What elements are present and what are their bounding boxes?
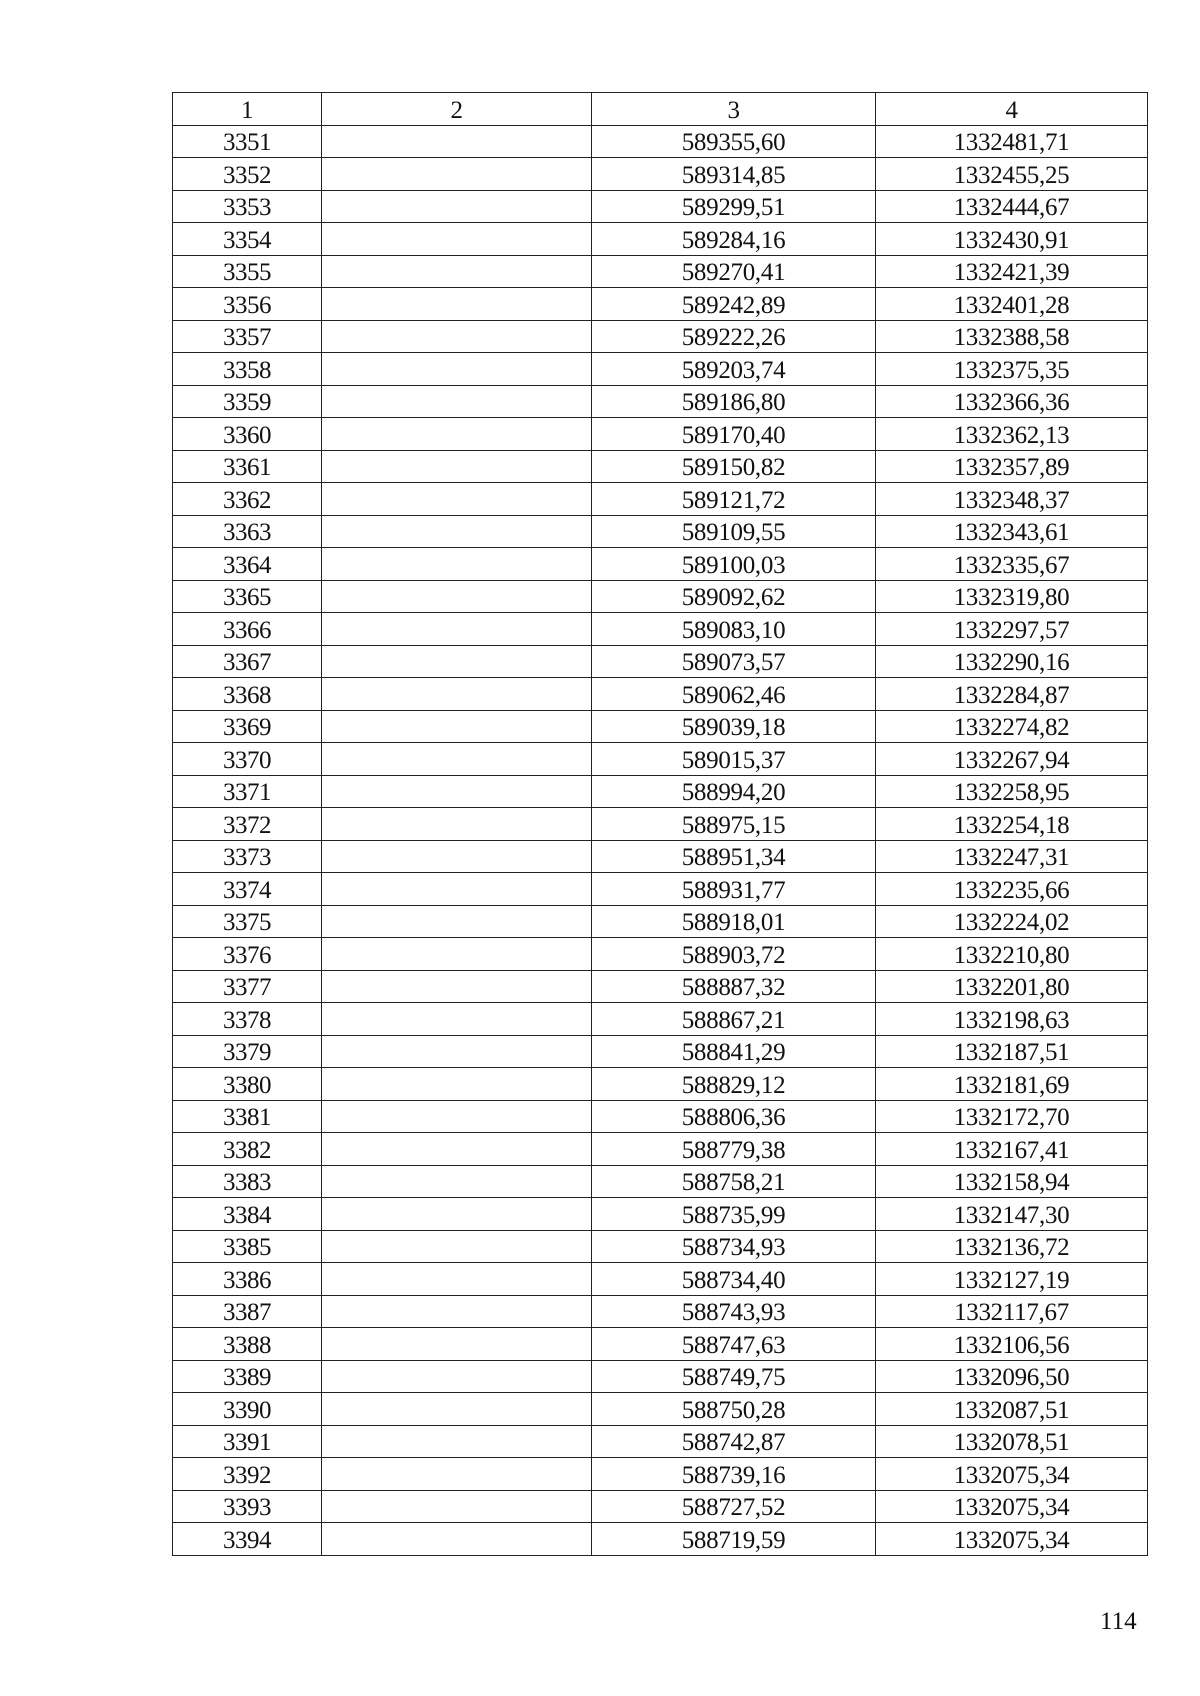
blank-cell	[322, 418, 592, 451]
y-coordinate-cell: 1332357,89	[876, 450, 1148, 483]
point-number-cell: 3394	[173, 1523, 322, 1556]
point-number-cell: 3378	[173, 1003, 322, 1036]
table-row	[173, 158, 1148, 191]
x-coordinate-cell: 589100,03	[592, 548, 876, 581]
point-number-cell: 3371	[173, 775, 322, 808]
table-row	[173, 450, 1148, 483]
y-coordinate-cell: 1332348,37	[876, 483, 1148, 516]
point-number-cell: 3373	[173, 840, 322, 873]
y-coordinate-cell: 1332290,16	[876, 645, 1148, 678]
table-row	[173, 1198, 1148, 1231]
table-row	[173, 775, 1148, 808]
blank-cell	[322, 450, 592, 483]
blank-cell	[322, 710, 592, 743]
y-coordinate-cell: 1332158,94	[876, 1165, 1148, 1198]
table-row	[173, 320, 1148, 353]
y-coordinate-cell: 1332136,72	[876, 1230, 1148, 1263]
table-row	[173, 418, 1148, 451]
blank-cell	[322, 125, 592, 158]
point-number-cell: 3382	[173, 1133, 322, 1166]
table-row	[173, 1263, 1148, 1296]
y-coordinate-cell: 1332430,91	[876, 223, 1148, 256]
table-row	[173, 873, 1148, 906]
y-coordinate-cell: 1332224,02	[876, 905, 1148, 938]
x-coordinate-cell: 588743,93	[592, 1295, 876, 1328]
y-coordinate-cell: 1332187,51	[876, 1035, 1148, 1068]
y-coordinate-cell: 1332096,50	[876, 1360, 1148, 1393]
blank-cell	[322, 1165, 592, 1198]
point-number-cell: 3353	[173, 190, 322, 223]
y-coordinate-cell: 1332267,94	[876, 743, 1148, 776]
table-row	[173, 288, 1148, 321]
blank-cell	[322, 515, 592, 548]
point-number-cell: 3361	[173, 450, 322, 483]
point-number-cell: 3393	[173, 1490, 322, 1523]
y-coordinate-cell: 1332362,13	[876, 418, 1148, 451]
point-number-cell: 3364	[173, 548, 322, 581]
x-coordinate-cell: 588747,63	[592, 1328, 876, 1361]
header-cell-4: 4	[876, 93, 1148, 126]
x-coordinate-cell: 589222,26	[592, 320, 876, 353]
table-row	[173, 385, 1148, 418]
point-number-cell: 3370	[173, 743, 322, 776]
point-number-cell: 3374	[173, 873, 322, 906]
y-coordinate-cell: 1332075,34	[876, 1523, 1148, 1556]
x-coordinate-cell: 589355,60	[592, 125, 876, 158]
x-coordinate-cell: 588779,38	[592, 1133, 876, 1166]
x-coordinate-cell: 589203,74	[592, 353, 876, 386]
blank-cell	[322, 255, 592, 288]
table-row	[173, 840, 1148, 873]
blank-cell	[322, 938, 592, 971]
table-row	[173, 1425, 1148, 1458]
point-number-cell: 3383	[173, 1165, 322, 1198]
y-coordinate-cell: 1332274,82	[876, 710, 1148, 743]
y-coordinate-cell: 1332297,57	[876, 613, 1148, 646]
table-row	[173, 1360, 1148, 1393]
x-coordinate-cell: 589073,57	[592, 645, 876, 678]
blank-cell	[322, 1328, 592, 1361]
point-number-cell: 3369	[173, 710, 322, 743]
blank-cell	[322, 840, 592, 873]
table-row	[173, 1490, 1148, 1523]
y-coordinate-cell: 1332319,80	[876, 580, 1148, 613]
y-coordinate-cell: 1332421,39	[876, 255, 1148, 288]
blank-cell	[322, 1003, 592, 1036]
table-row	[173, 1295, 1148, 1328]
x-coordinate-cell: 588734,93	[592, 1230, 876, 1263]
y-coordinate-cell: 1332388,58	[876, 320, 1148, 353]
y-coordinate-cell: 1332335,67	[876, 548, 1148, 581]
y-coordinate-cell: 1332201,80	[876, 970, 1148, 1003]
y-coordinate-cell: 1332181,69	[876, 1068, 1148, 1101]
table-row	[173, 710, 1148, 743]
table-row	[173, 580, 1148, 613]
blank-cell	[322, 1068, 592, 1101]
blank-cell	[322, 320, 592, 353]
x-coordinate-cell: 589083,10	[592, 613, 876, 646]
point-number-cell: 3372	[173, 808, 322, 841]
table-row	[173, 808, 1148, 841]
y-coordinate-cell: 1332366,36	[876, 385, 1148, 418]
blank-cell	[322, 873, 592, 906]
table-row	[173, 190, 1148, 223]
y-coordinate-cell: 1332167,41	[876, 1133, 1148, 1166]
table-row	[173, 1100, 1148, 1133]
blank-cell	[322, 158, 592, 191]
blank-cell	[322, 1263, 592, 1296]
x-coordinate-cell: 588841,29	[592, 1035, 876, 1068]
point-number-cell: 3390	[173, 1393, 322, 1426]
point-number-cell: 3355	[173, 255, 322, 288]
x-coordinate-cell: 588918,01	[592, 905, 876, 938]
y-coordinate-cell: 1332075,34	[876, 1490, 1148, 1523]
table-row	[173, 645, 1148, 678]
point-number-cell: 3384	[173, 1198, 322, 1231]
point-number-cell: 3379	[173, 1035, 322, 1068]
blank-cell	[322, 1393, 592, 1426]
point-number-cell: 3380	[173, 1068, 322, 1101]
point-number-cell: 3387	[173, 1295, 322, 1328]
table-row	[173, 1003, 1148, 1036]
point-number-cell: 3352	[173, 158, 322, 191]
x-coordinate-cell: 588749,75	[592, 1360, 876, 1393]
point-number-cell: 3359	[173, 385, 322, 418]
blank-cell	[322, 613, 592, 646]
x-coordinate-cell: 589015,37	[592, 743, 876, 776]
x-coordinate-cell: 589186,80	[592, 385, 876, 418]
x-coordinate-cell: 589314,85	[592, 158, 876, 191]
blank-cell	[322, 548, 592, 581]
y-coordinate-cell: 1332455,25	[876, 158, 1148, 191]
point-number-cell: 3363	[173, 515, 322, 548]
x-coordinate-cell: 589062,46	[592, 678, 876, 711]
blank-cell	[322, 1458, 592, 1491]
point-number-cell: 3354	[173, 223, 322, 256]
table-row	[173, 548, 1148, 581]
header-cell-1: 1	[173, 93, 322, 126]
x-coordinate-cell: 588758,21	[592, 1165, 876, 1198]
header-cell-3: 3	[592, 93, 876, 126]
y-coordinate-cell: 1332147,30	[876, 1198, 1148, 1231]
table-row	[173, 743, 1148, 776]
table-row	[173, 483, 1148, 516]
x-coordinate-cell: 588903,72	[592, 938, 876, 971]
x-coordinate-cell: 589039,18	[592, 710, 876, 743]
point-number-cell: 3376	[173, 938, 322, 971]
blank-cell	[322, 1198, 592, 1231]
point-number-cell: 3381	[173, 1100, 322, 1133]
point-number-cell: 3391	[173, 1425, 322, 1458]
y-coordinate-cell: 1332247,31	[876, 840, 1148, 873]
x-coordinate-cell: 588742,87	[592, 1425, 876, 1458]
y-coordinate-cell: 1332172,70	[876, 1100, 1148, 1133]
blank-cell	[322, 743, 592, 776]
y-coordinate-cell: 1332254,18	[876, 808, 1148, 841]
y-coordinate-cell: 1332210,80	[876, 938, 1148, 971]
y-coordinate-cell: 1332075,34	[876, 1458, 1148, 1491]
y-coordinate-cell: 1332117,67	[876, 1295, 1148, 1328]
x-coordinate-cell: 589150,82	[592, 450, 876, 483]
table-row	[173, 1523, 1148, 1556]
table-row	[173, 1458, 1148, 1491]
blank-cell	[322, 385, 592, 418]
x-coordinate-cell: 588727,52	[592, 1490, 876, 1523]
table-row	[173, 970, 1148, 1003]
point-number-cell: 3365	[173, 580, 322, 613]
table-body	[173, 125, 1148, 1555]
table-row	[173, 1393, 1148, 1426]
x-coordinate-cell: 589299,51	[592, 190, 876, 223]
blank-cell	[322, 190, 592, 223]
table-row	[173, 1133, 1148, 1166]
point-number-cell: 3360	[173, 418, 322, 451]
x-coordinate-cell: 588887,32	[592, 970, 876, 1003]
x-coordinate-cell: 588719,59	[592, 1523, 876, 1556]
point-number-cell: 3375	[173, 905, 322, 938]
blank-cell	[322, 223, 592, 256]
x-coordinate-cell: 588951,34	[592, 840, 876, 873]
table-row	[173, 515, 1148, 548]
point-number-cell: 3367	[173, 645, 322, 678]
point-number-cell: 3388	[173, 1328, 322, 1361]
blank-cell	[322, 808, 592, 841]
blank-cell	[322, 1523, 592, 1556]
point-number-cell: 3358	[173, 353, 322, 386]
x-coordinate-cell: 589242,89	[592, 288, 876, 321]
blank-cell	[322, 580, 592, 613]
y-coordinate-cell: 1332198,63	[876, 1003, 1148, 1036]
table-row	[173, 223, 1148, 256]
blank-cell	[322, 678, 592, 711]
x-coordinate-cell: 588994,20	[592, 775, 876, 808]
x-coordinate-cell: 588931,77	[592, 873, 876, 906]
header-cell-2: 2	[322, 93, 592, 126]
x-coordinate-cell: 589109,55	[592, 515, 876, 548]
blank-cell	[322, 1133, 592, 1166]
blank-cell	[322, 353, 592, 386]
x-coordinate-cell: 589284,16	[592, 223, 876, 256]
point-number-cell: 3351	[173, 125, 322, 158]
blank-cell	[322, 1360, 592, 1393]
x-coordinate-cell: 588750,28	[592, 1393, 876, 1426]
point-number-cell: 3386	[173, 1263, 322, 1296]
point-number-cell: 3368	[173, 678, 322, 711]
blank-cell	[322, 1035, 592, 1068]
point-number-cell: 3377	[173, 970, 322, 1003]
y-coordinate-cell: 1332401,28	[876, 288, 1148, 321]
y-coordinate-cell: 1332258,95	[876, 775, 1148, 808]
blank-cell	[322, 645, 592, 678]
coordinates-table	[172, 92, 1148, 1556]
x-coordinate-cell: 588867,21	[592, 1003, 876, 1036]
x-coordinate-cell: 588806,36	[592, 1100, 876, 1133]
header-row	[173, 93, 1148, 126]
table-row	[173, 1035, 1148, 1068]
x-coordinate-cell: 589121,72	[592, 483, 876, 516]
blank-cell	[322, 1490, 592, 1523]
table-row	[173, 353, 1148, 386]
blank-cell	[322, 288, 592, 321]
point-number-cell: 3356	[173, 288, 322, 321]
table-row	[173, 613, 1148, 646]
blank-cell	[322, 970, 592, 1003]
blank-cell	[322, 483, 592, 516]
point-number-cell: 3362	[173, 483, 322, 516]
blank-cell	[322, 1230, 592, 1263]
y-coordinate-cell: 1332087,51	[876, 1393, 1148, 1426]
point-number-cell: 3385	[173, 1230, 322, 1263]
point-number-cell: 3392	[173, 1458, 322, 1491]
y-coordinate-cell: 1332235,66	[876, 873, 1148, 906]
table-row	[173, 678, 1148, 711]
table-row	[173, 938, 1148, 971]
x-coordinate-cell: 588829,12	[592, 1068, 876, 1101]
point-number-cell: 3366	[173, 613, 322, 646]
y-coordinate-cell: 1332078,51	[876, 1425, 1148, 1458]
x-coordinate-cell: 589092,62	[592, 580, 876, 613]
y-coordinate-cell: 1332106,56	[876, 1328, 1148, 1361]
table-row	[173, 255, 1148, 288]
y-coordinate-cell: 1332127,19	[876, 1263, 1148, 1296]
y-coordinate-cell: 1332481,71	[876, 125, 1148, 158]
point-number-cell: 3389	[173, 1360, 322, 1393]
blank-cell	[322, 1295, 592, 1328]
table-row	[173, 1328, 1148, 1361]
blank-cell	[322, 1425, 592, 1458]
table-row	[173, 1230, 1148, 1263]
table-header	[173, 93, 1148, 126]
y-coordinate-cell: 1332375,35	[876, 353, 1148, 386]
blank-cell	[322, 775, 592, 808]
x-coordinate-cell: 588734,40	[592, 1263, 876, 1296]
table-row	[173, 1068, 1148, 1101]
table-row	[173, 905, 1148, 938]
table-row	[173, 125, 1148, 158]
page-number: 114	[1100, 1608, 1137, 1635]
blank-cell	[322, 1100, 592, 1133]
y-coordinate-cell: 1332444,67	[876, 190, 1148, 223]
point-number-cell: 3357	[173, 320, 322, 353]
x-coordinate-cell: 588739,16	[592, 1458, 876, 1491]
x-coordinate-cell: 588975,15	[592, 808, 876, 841]
y-coordinate-cell: 1332343,61	[876, 515, 1148, 548]
blank-cell	[322, 905, 592, 938]
x-coordinate-cell: 589270,41	[592, 255, 876, 288]
y-coordinate-cell: 1332284,87	[876, 678, 1148, 711]
x-coordinate-cell: 589170,40	[592, 418, 876, 451]
x-coordinate-cell: 588735,99	[592, 1198, 876, 1231]
table-row	[173, 1165, 1148, 1198]
